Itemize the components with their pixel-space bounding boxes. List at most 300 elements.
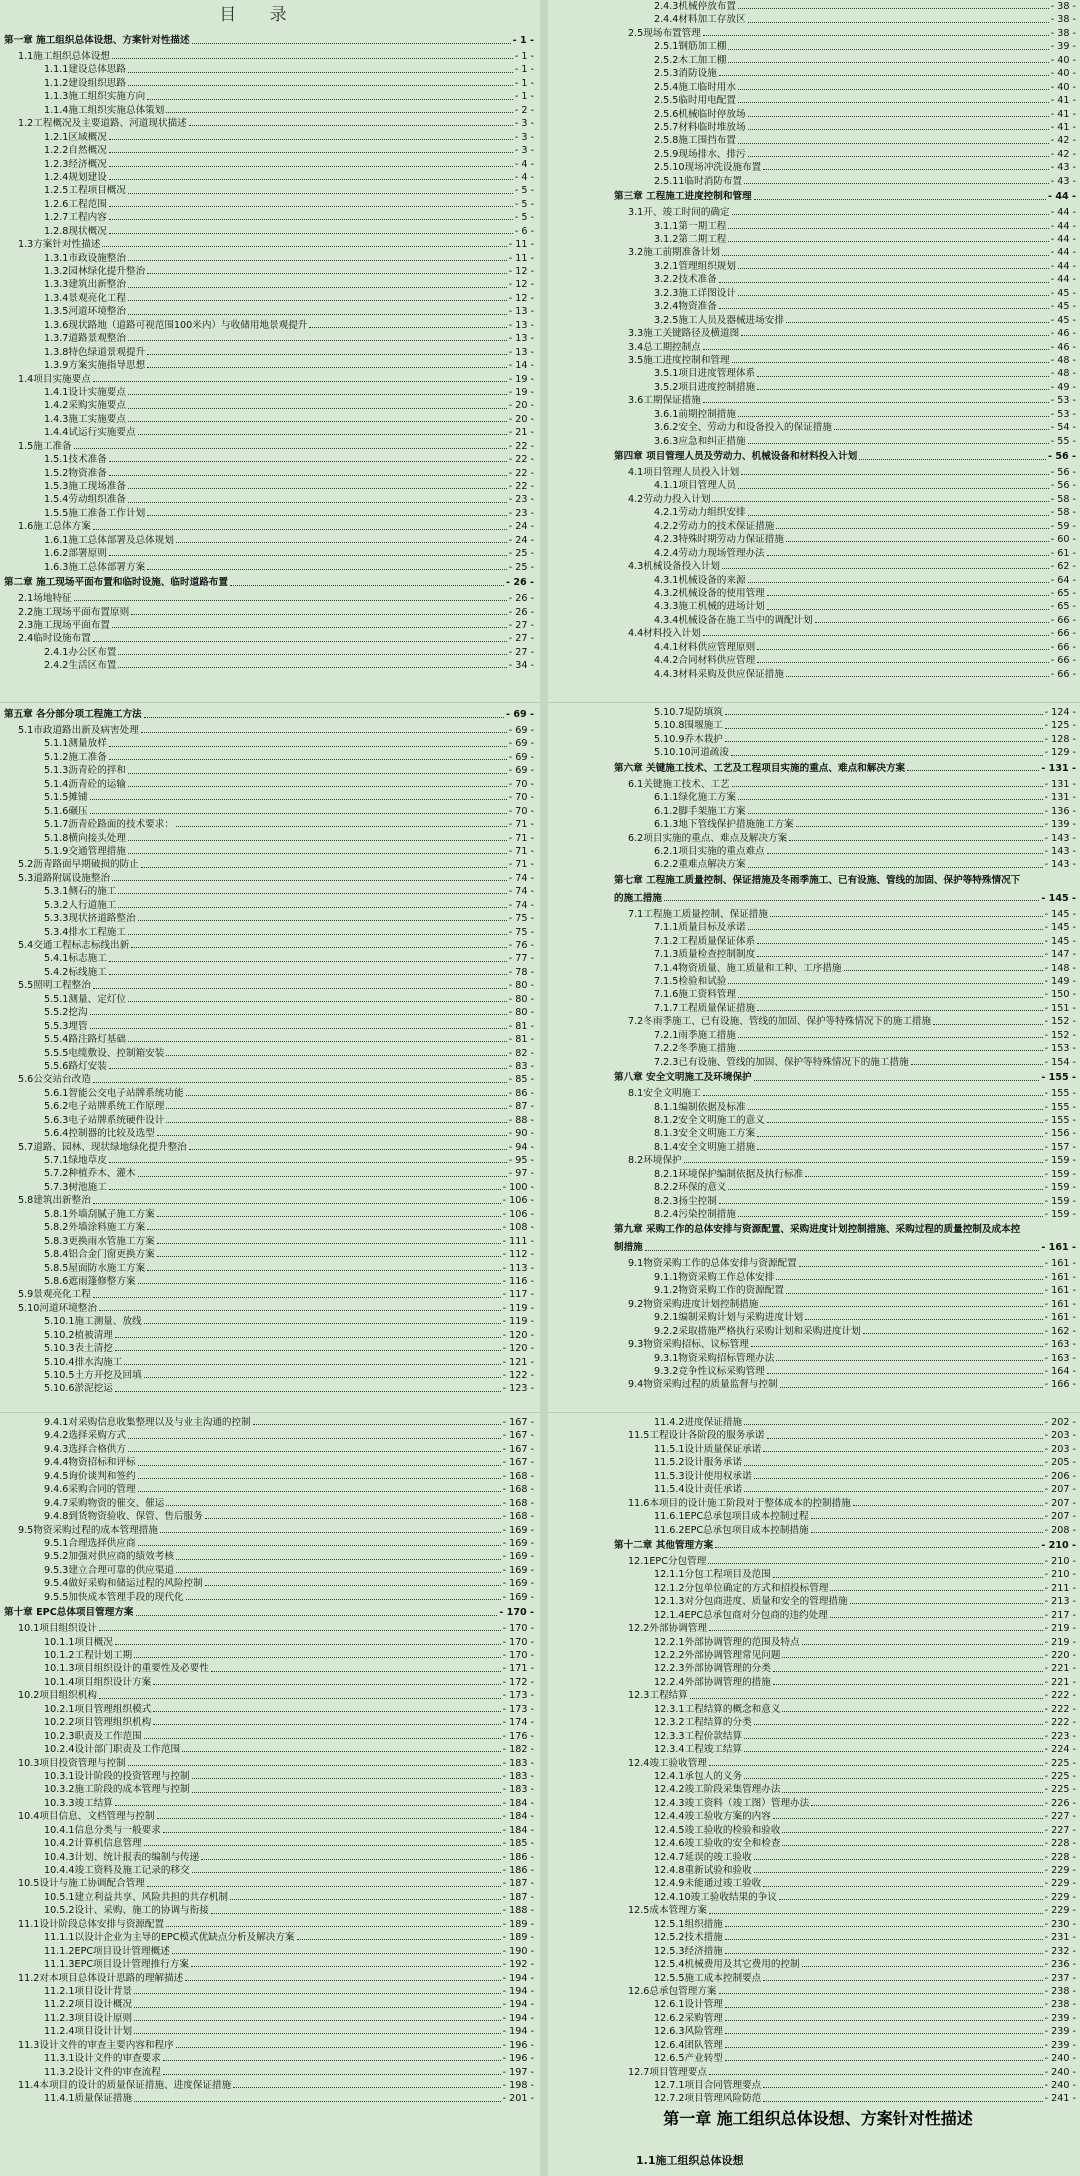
toc-subsection-entry[interactable] — [4, 1382, 534, 1395]
toc-subsection-entry[interactable] — [614, 1743, 1076, 1756]
toc-subsection-entry[interactable] — [4, 1060, 534, 1073]
toc-subsection-entry[interactable] — [4, 1006, 534, 1019]
toc-subsection-entry[interactable] — [4, 426, 534, 439]
toc-subsection-entry[interactable] — [614, 520, 1076, 533]
toc-subsection-entry[interactable] — [614, 220, 1076, 233]
toc-section-entry[interactable] — [614, 341, 1076, 354]
toc-subsection-entry[interactable] — [4, 778, 534, 791]
toc-subsection-entry[interactable] — [4, 211, 534, 224]
toc-section-entry[interactable] — [614, 327, 1076, 340]
toc-subsection-entry[interactable] — [4, 1127, 534, 1140]
toc-section-entry[interactable] — [4, 2039, 534, 2052]
toc-subsection-entry[interactable] — [614, 1271, 1076, 1284]
toc-subsection-entry[interactable] — [614, 791, 1076, 804]
toc-subsection-entry[interactable] — [614, 1770, 1076, 1783]
toc-subsection-entry[interactable] — [4, 1891, 534, 1904]
toc-subsection-entry[interactable] — [614, 1325, 1076, 1338]
toc-subsection-entry[interactable] — [614, 1456, 1076, 1469]
toc-subsection-entry[interactable] — [4, 845, 534, 858]
toc-subsection-entry[interactable] — [4, 1208, 534, 1221]
toc-section-entry[interactable] — [4, 117, 534, 130]
toc-section-entry[interactable] — [4, 1073, 534, 1086]
toc-subsection-entry[interactable] — [4, 1743, 534, 1756]
toc-chapter-entry[interactable] — [4, 574, 534, 592]
toc-subsection-entry[interactable] — [614, 1730, 1076, 1743]
toc-section-entry[interactable] — [4, 939, 534, 952]
toc-subsection-entry[interactable] — [614, 1703, 1076, 1716]
toc-subsection-entry[interactable] — [614, 746, 1076, 759]
toc-subsection-entry[interactable] — [4, 1703, 534, 1716]
toc-section-entry[interactable] — [614, 1257, 1076, 1270]
toc-section-entry[interactable] — [4, 50, 534, 63]
toc-subsection-entry[interactable] — [4, 2092, 534, 2105]
toc-subsection-entry[interactable] — [4, 1033, 534, 1046]
toc-subsection-entry[interactable] — [614, 1127, 1076, 1140]
toc-subsection-entry[interactable] — [4, 1342, 534, 1355]
toc-subsection-entry[interactable] — [614, 367, 1076, 380]
toc-section-entry[interactable] — [614, 493, 1076, 506]
toc-section-entry[interactable] — [4, 1877, 534, 1890]
toc-subsection-entry[interactable] — [4, 561, 534, 574]
toc-section-entry[interactable] — [4, 520, 534, 533]
toc-subsection-entry[interactable] — [614, 1810, 1076, 1823]
toc-subsection-entry[interactable] — [614, 1284, 1076, 1297]
toc-subsection-entry[interactable] — [4, 292, 534, 305]
toc-subsection-entry[interactable] — [614, 858, 1076, 871]
toc-subsection-entry[interactable] — [4, 1483, 534, 1496]
toc-subsection-entry[interactable] — [614, 479, 1076, 492]
toc-subsection-entry[interactable] — [614, 600, 1076, 613]
toc-subsection-entry[interactable] — [614, 1181, 1076, 1194]
toc-subsection-entry[interactable] — [4, 158, 534, 171]
toc-subsection-entry[interactable] — [614, 1568, 1076, 1581]
toc-subsection-entry[interactable] — [614, 1524, 1076, 1537]
toc-subsection-entry[interactable] — [614, 1609, 1076, 1622]
toc-subsection-entry[interactable] — [614, 641, 1076, 654]
toc-section-entry[interactable] — [4, 238, 534, 251]
toc-section-entry[interactable] — [4, 1524, 534, 1537]
toc-subsection-entry[interactable] — [4, 1537, 534, 1550]
toc-subsection-entry[interactable] — [614, 273, 1076, 286]
toc-section-entry[interactable] — [4, 724, 534, 737]
toc-subsection-entry[interactable] — [614, 935, 1076, 948]
toc-chapter-entry[interactable] — [614, 1069, 1076, 1087]
toc-subsection-entry[interactable] — [614, 1877, 1076, 1890]
toc-subsection-entry[interactable] — [614, 962, 1076, 975]
toc-subsection-entry[interactable] — [4, 77, 534, 90]
toc-subsection-entry[interactable] — [4, 926, 534, 939]
toc-subsection-entry[interactable] — [4, 832, 534, 845]
toc-section-entry[interactable] — [614, 1689, 1076, 1702]
toc-subsection-entry[interactable] — [4, 184, 534, 197]
toc-section-entry[interactable] — [614, 1497, 1076, 1510]
toc-subsection-entry[interactable] — [614, 1783, 1076, 1796]
toc-subsection-entry[interactable] — [4, 1945, 534, 1958]
toc-subsection-entry[interactable] — [4, 104, 534, 117]
toc-subsection-entry[interactable] — [4, 1851, 534, 1864]
toc-subsection-entry[interactable] — [4, 2066, 534, 2079]
toc-section-entry[interactable] — [614, 1622, 1076, 1635]
toc-subsection-entry[interactable] — [614, 668, 1076, 681]
toc-subsection-entry[interactable] — [614, 587, 1076, 600]
toc-section-entry[interactable] — [4, 1288, 534, 1301]
toc-subsection-entry[interactable] — [614, 161, 1076, 174]
toc-section-entry[interactable] — [4, 592, 534, 605]
toc-subsection-entry[interactable] — [614, 1676, 1076, 1689]
toc-section-entry[interactable] — [4, 979, 534, 992]
toc-section-entry[interactable] — [614, 1904, 1076, 1917]
toc-subsection-entry[interactable] — [614, 260, 1076, 273]
toc-subsection-entry[interactable] — [614, 108, 1076, 121]
toc-subsection-entry[interactable] — [4, 493, 534, 506]
toc-section-entry[interactable] — [4, 872, 534, 885]
toc-subsection-entry[interactable] — [4, 1416, 534, 1429]
toc-subsection-entry[interactable] — [614, 547, 1076, 560]
toc-subsection-entry[interactable] — [614, 1002, 1076, 1015]
toc-subsection-entry[interactable] — [614, 1636, 1076, 1649]
toc-subsection-entry[interactable] — [614, 733, 1076, 746]
toc-subsection-entry[interactable] — [4, 966, 534, 979]
toc-subsection-entry[interactable] — [4, 1167, 534, 1180]
toc-subsection-entry[interactable] — [4, 1797, 534, 1810]
toc-section-entry[interactable] — [4, 440, 534, 453]
toc-subsection-entry[interactable] — [4, 171, 534, 184]
toc-section-entry[interactable] — [4, 619, 534, 632]
toc-subsection-entry[interactable] — [4, 413, 534, 426]
toc-subsection-entry[interactable] — [4, 1824, 534, 1837]
toc-subsection-entry[interactable] — [614, 81, 1076, 94]
toc-subsection-entry[interactable] — [614, 1797, 1076, 1810]
toc-section-entry[interactable] — [4, 1689, 534, 1702]
toc-subsection-entry[interactable] — [614, 818, 1076, 831]
toc-subsection-entry[interactable] — [4, 818, 534, 831]
toc-subsection-entry[interactable] — [4, 1998, 534, 2011]
toc-subsection-entry[interactable] — [4, 1248, 534, 1261]
toc-subsection-entry[interactable] — [614, 175, 1076, 188]
toc-section-entry[interactable] — [614, 832, 1076, 845]
toc-subsection-entry[interactable] — [614, 1864, 1076, 1877]
toc-subsection-entry[interactable] — [614, 121, 1076, 134]
toc-section-entry[interactable] — [614, 27, 1076, 40]
toc-subsection-entry[interactable] — [614, 719, 1076, 732]
toc-subsection-entry[interactable] — [4, 1429, 534, 1442]
toc-subsection-entry[interactable] — [614, 1416, 1076, 1429]
toc-subsection-entry[interactable] — [4, 1510, 534, 1523]
toc-section-entry[interactable] — [614, 1555, 1076, 1568]
toc-subsection-entry[interactable] — [4, 305, 534, 318]
toc-subsection-entry[interactable] — [614, 948, 1076, 961]
toc-subsection-entry[interactable] — [614, 506, 1076, 519]
toc-subsection-entry[interactable] — [4, 1114, 534, 1127]
toc-subsection-entry[interactable] — [4, 1649, 534, 1662]
toc-subsection-entry[interactable] — [614, 134, 1076, 147]
toc-section-entry[interactable] — [614, 1378, 1076, 1391]
toc-subsection-entry[interactable] — [4, 1783, 534, 1796]
toc-subsection-entry[interactable] — [4, 1315, 534, 1328]
toc-subsection-entry[interactable] — [614, 0, 1076, 13]
toc-section-entry[interactable] — [614, 560, 1076, 573]
toc-section-entry[interactable] — [4, 2079, 534, 2092]
toc-subsection-entry[interactable] — [4, 1770, 534, 1783]
toc-subsection-entry[interactable] — [4, 1181, 534, 1194]
toc-subsection-entry[interactable] — [4, 1470, 534, 1483]
toc-subsection-entry[interactable] — [614, 1365, 1076, 1378]
toc-chapter-entry[interactable] — [4, 1604, 534, 1622]
toc-chapter-entry[interactable] — [614, 1239, 1076, 1257]
toc-section-entry[interactable] — [614, 354, 1076, 367]
toc-subsection-entry[interactable] — [4, 346, 534, 359]
toc-subsection-entry[interactable] — [614, 94, 1076, 107]
toc-subsection-entry[interactable] — [4, 952, 534, 965]
toc-subsection-entry[interactable] — [4, 2012, 534, 2025]
toc-subsection-entry[interactable] — [4, 144, 534, 157]
toc-subsection-entry[interactable] — [4, 899, 534, 912]
toc-subsection-entry[interactable] — [4, 885, 534, 898]
toc-subsection-entry[interactable] — [4, 1730, 534, 1743]
toc-subsection-entry[interactable] — [4, 225, 534, 238]
toc-subsection-entry[interactable] — [4, 1904, 534, 1917]
toc-subsection-entry[interactable] — [4, 63, 534, 76]
toc-subsection-entry[interactable] — [4, 1958, 534, 1971]
toc-subsection-entry[interactable] — [4, 319, 534, 332]
toc-subsection-entry[interactable] — [4, 1262, 534, 1275]
toc-subsection-entry[interactable] — [4, 359, 534, 372]
toc-subsection-entry[interactable] — [614, 233, 1076, 246]
toc-subsection-entry[interactable] — [614, 654, 1076, 667]
toc-subsection-entry[interactable] — [614, 381, 1076, 394]
toc-subsection-entry[interactable] — [614, 805, 1076, 818]
toc-section-entry[interactable] — [4, 1918, 534, 1931]
toc-subsection-entry[interactable] — [4, 2025, 534, 2038]
toc-subsection-entry[interactable] — [4, 1235, 534, 1248]
toc-subsection-entry[interactable] — [614, 54, 1076, 67]
toc-entry-title: 11.2.3项目设计原则 — [44, 2012, 133, 2024]
toc-subsection-entry[interactable] — [4, 480, 534, 493]
toc-subsection-entry[interactable] — [4, 1020, 534, 1033]
toc-subsection-entry[interactable] — [614, 1141, 1076, 1154]
toc-subsection-entry[interactable] — [614, 1510, 1076, 1523]
toc-chapter-entry[interactable] — [614, 872, 1076, 890]
toc-subsection-entry[interactable] — [614, 1195, 1076, 1208]
toc-subsection-entry[interactable] — [4, 1087, 534, 1100]
toc-subsection-entry[interactable] — [614, 1470, 1076, 1483]
toc-chapter-entry[interactable] — [614, 188, 1076, 206]
toc-subsection-entry[interactable] — [4, 1676, 534, 1689]
toc-subsection-entry[interactable] — [4, 1356, 534, 1369]
toc-subsection-entry[interactable] — [4, 912, 534, 925]
toc-subsection-entry[interactable] — [4, 90, 534, 103]
toc-chapter-entry[interactable] — [4, 32, 534, 50]
toc-subsection-entry[interactable] — [614, 1168, 1076, 1181]
toc-subsection-entry[interactable] — [614, 921, 1076, 934]
toc-chapter-entry[interactable] — [614, 1221, 1076, 1239]
toc-subsection-entry[interactable] — [4, 131, 534, 144]
toc-subsection-entry[interactable] — [4, 507, 534, 520]
toc-subsection-entry[interactable] — [4, 1662, 534, 1675]
toc-subsection-entry[interactable] — [4, 1047, 534, 1060]
toc-subsection-entry[interactable] — [614, 614, 1076, 627]
toc-subsection-entry[interactable] — [4, 1154, 534, 1167]
toc-section-entry[interactable] — [614, 1154, 1076, 1167]
toc-subsection-entry[interactable] — [614, 421, 1076, 434]
toc-section-entry[interactable] — [4, 858, 534, 871]
toc-subsection-entry[interactable] — [614, 435, 1076, 448]
toc-subsection-entry[interactable] — [614, 574, 1076, 587]
toc-subsection-entry[interactable] — [4, 1550, 534, 1563]
toc-subsection-entry[interactable] — [4, 1497, 534, 1510]
toc-section-entry[interactable] — [614, 1338, 1076, 1351]
toc-section-entry[interactable] — [4, 632, 534, 645]
toc-subsection-entry[interactable] — [4, 1716, 534, 1729]
toc-section-entry[interactable] — [614, 1985, 1076, 1998]
toc-subsection-entry[interactable] — [614, 1311, 1076, 1324]
toc-subsection-entry[interactable] — [614, 1649, 1076, 1662]
toc-section-entry[interactable] — [614, 246, 1076, 259]
toc-section-entry[interactable] — [614, 1298, 1076, 1311]
toc-section-entry[interactable] — [614, 908, 1076, 921]
toc-subsection-entry[interactable] — [614, 1101, 1076, 1114]
toc-subsection-entry[interactable] — [614, 1029, 1076, 1042]
toc-subsection-entry[interactable] — [614, 300, 1076, 313]
toc-subsection-entry[interactable] — [614, 1208, 1076, 1221]
toc-section-entry[interactable] — [614, 1087, 1076, 1100]
toc-subsection-entry[interactable] — [4, 1931, 534, 1944]
toc-subsection-entry[interactable] — [614, 1716, 1076, 1729]
toc-chapter-entry[interactable] — [614, 1537, 1076, 1555]
toc-subsection-entry[interactable] — [614, 1918, 1076, 1931]
toc-section-entry[interactable] — [4, 373, 534, 386]
toc-subsection-entry[interactable] — [4, 1275, 534, 1288]
toc-chapter-entry[interactable] — [614, 890, 1076, 908]
toc-subsection-entry[interactable] — [614, 975, 1076, 988]
toc-subsection-entry[interactable] — [614, 1114, 1076, 1127]
toc-subsection-entry[interactable] — [614, 13, 1076, 26]
toc-subsection-entry[interactable] — [4, 198, 534, 211]
toc-subsection-entry[interactable] — [4, 1577, 534, 1590]
toc-subsection-entry[interactable] — [614, 2079, 1076, 2092]
toc-subsection-entry[interactable] — [4, 265, 534, 278]
toc-subsection-entry[interactable] — [614, 2012, 1076, 2025]
toc-subsection-entry[interactable] — [4, 1837, 534, 1850]
toc-subsection-entry[interactable] — [4, 1564, 534, 1577]
toc-section-entry[interactable] — [614, 1757, 1076, 1770]
toc-subsection-entry[interactable] — [614, 1662, 1076, 1675]
toc-subsection-entry[interactable] — [614, 1824, 1076, 1837]
toc-subsection-entry[interactable] — [614, 1056, 1076, 1069]
toc-subsection-entry[interactable] — [614, 1443, 1076, 1456]
toc-section-entry[interactable] — [614, 778, 1076, 791]
toc-subsection-entry[interactable] — [614, 1945, 1076, 1958]
toc-subsection-entry[interactable] — [4, 646, 534, 659]
toc-subsection-entry[interactable] — [614, 845, 1076, 858]
toc-subsection-entry[interactable] — [4, 386, 534, 399]
toc-subsection-entry[interactable] — [4, 791, 534, 804]
toc-chapter-entry[interactable] — [614, 448, 1076, 466]
toc-subsection-entry[interactable] — [4, 659, 534, 672]
toc-chapter-entry[interactable] — [614, 760, 1076, 778]
toc-subsection-entry[interactable] — [614, 2052, 1076, 2065]
toc-section-entry[interactable] — [614, 206, 1076, 219]
toc-subsection-entry[interactable] — [4, 1369, 534, 1382]
toc-subsection-entry[interactable] — [4, 332, 534, 345]
toc-subsection-entry[interactable] — [614, 1972, 1076, 1985]
toc-subsection-entry[interactable] — [4, 737, 534, 750]
toc-subsection-entry[interactable] — [4, 805, 534, 818]
toc-subsection-entry[interactable] — [4, 751, 534, 764]
toc-subsection-entry[interactable] — [614, 1042, 1076, 1055]
toc-section-entry[interactable] — [4, 1194, 534, 1207]
toc-subsection-entry[interactable] — [4, 1100, 534, 1113]
toc-subsection-entry[interactable] — [4, 534, 534, 547]
toc-subsection-entry[interactable] — [614, 2039, 1076, 2052]
toc-subsection-entry[interactable] — [614, 1595, 1076, 1608]
toc-subsection-entry[interactable] — [4, 1985, 534, 1998]
toc-section-entry[interactable] — [614, 627, 1076, 640]
toc-subsection-entry[interactable] — [4, 993, 534, 1006]
toc-subsection-entry[interactable] — [614, 533, 1076, 546]
toc-subsection-entry[interactable] — [4, 1443, 534, 1456]
toc-subsection-entry[interactable] — [4, 1636, 534, 1649]
toc-subsection-entry[interactable] — [614, 2025, 1076, 2038]
toc-subsection-entry[interactable] — [614, 1851, 1076, 1864]
toc-subsection-entry[interactable] — [614, 314, 1076, 327]
toc-section-entry[interactable] — [4, 606, 534, 619]
toc-section-entry[interactable] — [4, 1622, 534, 1635]
toc-subsection-entry[interactable] — [4, 399, 534, 412]
toc-section-entry[interactable] — [4, 1141, 534, 1154]
toc-chapter-entry[interactable] — [4, 706, 534, 724]
toc-subsection-entry[interactable] — [614, 40, 1076, 53]
toc-subsection-entry[interactable] — [4, 278, 534, 291]
toc-subsection-entry[interactable] — [614, 1483, 1076, 1496]
toc-subsection-entry[interactable] — [4, 2052, 534, 2065]
toc-section-entry[interactable] — [614, 1429, 1076, 1442]
toc-section-entry[interactable] — [614, 394, 1076, 407]
toc-section-entry[interactable] — [4, 1810, 534, 1823]
toc-subsection-entry[interactable] — [614, 1352, 1076, 1365]
toc-subsection-entry[interactable] — [614, 2092, 1076, 2105]
toc-section-entry[interactable] — [4, 1757, 534, 1770]
toc-subsection-entry[interactable] — [4, 1221, 534, 1234]
toc-subsection-entry[interactable] — [4, 1864, 534, 1877]
toc-subsection-entry[interactable] — [614, 408, 1076, 421]
toc-subsection-entry[interactable] — [4, 252, 534, 265]
toc-subsection-entry[interactable] — [614, 1931, 1076, 1944]
toc-subsection-entry[interactable] — [614, 148, 1076, 161]
toc-subsection-entry[interactable] — [614, 988, 1076, 1001]
toc-section-entry[interactable] — [614, 2066, 1076, 2079]
toc-section-entry[interactable] — [614, 466, 1076, 479]
toc-subsection-entry[interactable] — [4, 1456, 534, 1469]
toc-subsection-entry[interactable] — [4, 764, 534, 777]
toc-subsection-entry[interactable] — [4, 1591, 534, 1604]
toc-subsection-entry[interactable] — [4, 547, 534, 560]
toc-subsection-entry[interactable] — [614, 67, 1076, 80]
toc-subsection-entry[interactable] — [614, 1998, 1076, 2011]
toc-section-entry[interactable] — [4, 1972, 534, 1985]
toc-subsection-entry[interactable] — [614, 1958, 1076, 1971]
toc-subsection-entry[interactable] — [614, 1891, 1076, 1904]
toc-subsection-entry[interactable] — [614, 1582, 1076, 1595]
toc-subsection-entry[interactable] — [4, 467, 534, 480]
toc-subsection-entry[interactable] — [4, 453, 534, 466]
toc-subsection-entry[interactable] — [614, 706, 1076, 719]
toc-section-entry[interactable] — [614, 1015, 1076, 1028]
toc-subsection-entry[interactable] — [4, 1329, 534, 1342]
toc-section-entry[interactable] — [4, 1302, 534, 1315]
toc-subsection-entry[interactable] — [614, 1837, 1076, 1850]
toc-subsection-entry[interactable] — [614, 287, 1076, 300]
